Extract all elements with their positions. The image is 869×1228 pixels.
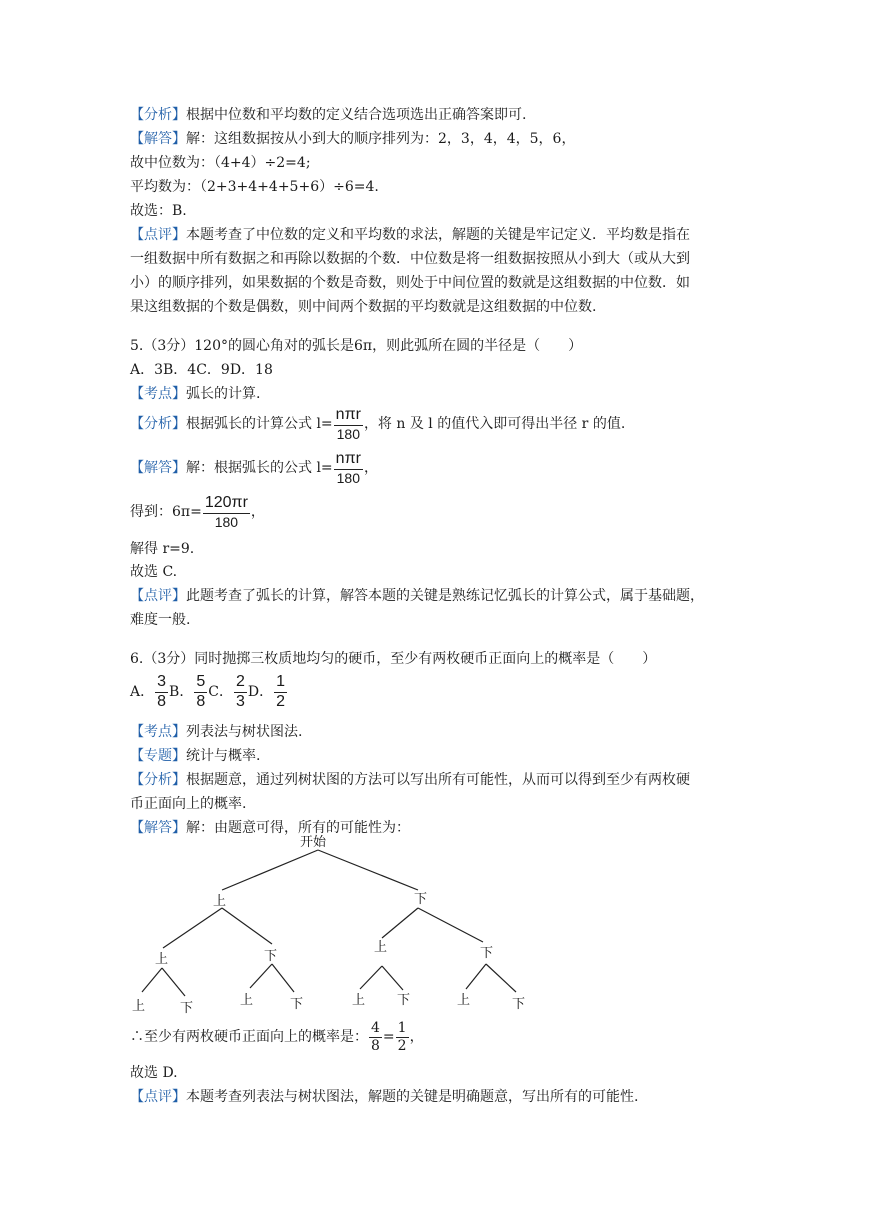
arc-length-fraction (334, 407, 363, 441)
q5-choose: 故选 C. (130, 564, 178, 580)
tree-leaf-7: 上 (457, 993, 471, 1008)
fraction-numerator: 3 (155, 674, 168, 693)
tree-node-up-down: 下 (264, 949, 278, 964)
option-d-label: D． (247, 684, 274, 700)
fraction-numerator: 1 (397, 1019, 407, 1036)
fraction-denominator: 8 (157, 692, 167, 710)
result-fraction-1 (369, 1021, 382, 1053)
edge-ud-u (250, 964, 272, 988)
analysis-text: 根据题意，通过列树状图的方法可以写出所有可能性，从而可以得到至少有两枚硬 (186, 772, 690, 788)
tree-leaf-6: 下 (397, 993, 411, 1008)
edge-u-u (163, 908, 222, 948)
q4-comment-line4: 果这组数据的个数是偶数，则中间两个数据的平均数就是这组数据的中位数. (130, 299, 597, 315)
q6-choose: 故选 D. (130, 1065, 178, 1081)
tree-node-down-down: 下 (480, 946, 494, 961)
answer-tag: 【解答】 (130, 460, 186, 476)
tree-leaf-5: 上 (352, 993, 366, 1008)
q5-comment (130, 586, 704, 606)
option-c-fraction (234, 674, 247, 711)
fraction-numerator: 120πr (203, 495, 250, 514)
q4-comment-line2: 一组数据中所有数据之和再除以数据的个数．中位数是将一组数据按照从小到大（或从大到 (130, 251, 690, 267)
got-post: ， (250, 504, 265, 520)
answer-tag: 【解答】 (130, 820, 186, 836)
point-tag: 【考点】 (130, 724, 186, 740)
fraction-denominator: 180 (336, 469, 360, 486)
q5-got (130, 492, 265, 532)
q4-mean-line: 平均数为：（2+3+4+4+5+6）÷6=4. (130, 179, 379, 195)
q4-median-line: 故中位数为：（4+4）÷2=4; (130, 155, 311, 171)
q4-choose-line: 故选：B. (130, 203, 187, 219)
q6-options (130, 671, 288, 713)
comment-tag: 【点评】 (130, 1089, 186, 1105)
option-b-label: B． (169, 684, 194, 700)
tree-node-up-up: 上 (155, 952, 169, 967)
tree-leaf-2: 下 (180, 1001, 194, 1016)
q6-answer (130, 818, 410, 838)
q6-comment (130, 1087, 638, 1107)
result-equals: = (382, 1029, 395, 1045)
answer-pre: 解：根据弧长的公式 l= (186, 460, 333, 476)
edge-dd-d (486, 964, 516, 992)
q5-point (130, 384, 260, 404)
comment-text: 本题考查列表法与树状图法，解题的关键是明确题意，写出所有的可能性. (186, 1089, 639, 1105)
option-b-fraction (194, 674, 207, 711)
tree-node-down: 下 (414, 892, 428, 907)
edge-root-down (318, 850, 418, 890)
answer-text: 解：这组数据按从小到大的顺序排列为：2，3，4，4，5，6， (186, 131, 576, 147)
q6-point (130, 722, 302, 742)
option-d-fraction (274, 674, 287, 711)
edge-ud-d (272, 964, 294, 992)
q4-answer (130, 129, 575, 149)
result-post: ， (409, 1029, 424, 1045)
fraction-denominator: 8 (196, 692, 206, 710)
answer-post: ， (363, 460, 378, 476)
q6-topic (130, 746, 260, 766)
edge-du-u (360, 966, 382, 989)
q5-comment-line2: 难度一般. (130, 612, 191, 628)
q6-question: 6.（3分）同时抛掷三枚质地均匀的硬币，至少有两枚硬币正面向上的概率是（ ） (130, 651, 657, 667)
topic-tag: 【专题】 (130, 748, 186, 764)
fraction-numerator: 2 (234, 674, 247, 693)
point-text: 列表法与树状图法. (186, 724, 303, 740)
q6-analysis-line2: 币正面向上的概率. (130, 796, 247, 812)
edge-d-u (382, 908, 418, 938)
comment-tag: 【点评】 (130, 227, 186, 243)
q5-solve: 解得 r=9. (130, 541, 195, 557)
got-pre: 得到：6π= (130, 504, 202, 520)
fraction-numerator: 5 (194, 674, 207, 693)
fraction-denominator: 8 (371, 1037, 380, 1054)
fraction-denominator: 180 (336, 425, 360, 442)
q4-comment (130, 225, 690, 245)
tree-node-down-up: 上 (374, 940, 388, 955)
analysis-tag: 【分析】 (130, 107, 186, 123)
tree-leaf-8: 下 (512, 997, 526, 1012)
tree-leaf-1: 上 (132, 999, 146, 1014)
result-pre: ∴至少有两枚硬币正面向上的概率是： (130, 1029, 368, 1045)
point-tag: 【考点】 (130, 386, 186, 402)
tree-leaf-4: 下 (290, 997, 304, 1012)
q4-comment-line3: 小）的顺序排列，如果数据的个数是奇数，则处于中间位置的数就是这组数据的中位数．如 (130, 275, 690, 291)
edge-root-up (222, 850, 318, 890)
comment-tag: 【点评】 (130, 588, 186, 604)
answer-text: 解：由题意可得，所有的可能性为： (186, 820, 410, 836)
analysis-text: 根据中位数和平均数的定义结合选项选出正确答案即可. (186, 107, 527, 123)
tree-leaf-3: 上 (240, 993, 254, 1008)
substituted-fraction (203, 495, 250, 529)
edge-uu-d (162, 968, 185, 996)
answer-tag: 【解答】 (130, 131, 186, 147)
comment-text: 本题考查了中位数的定义和平均数的求法，解题的关键是牢记定义．平均数是指在 (186, 227, 690, 243)
edge-d-d (418, 908, 483, 942)
analysis-pre: 根据弧长的计算公式 l= (186, 416, 333, 432)
edge-dd-u (466, 964, 486, 989)
q5-options: A．3B．4C．9D．18 (130, 362, 273, 378)
fraction-numerator: 1 (274, 674, 287, 693)
edge-du-d (382, 966, 403, 990)
analysis-post: ，将 n 及 l 的值代入即可得出半径 r 的值. (363, 416, 626, 432)
tree-node-up: 上 (213, 894, 227, 909)
fraction-denominator: 2 (397, 1037, 407, 1054)
option-c-label: C． (208, 684, 233, 700)
fraction-numerator: nπr (334, 451, 363, 470)
q6-analysis (130, 770, 690, 790)
analysis-tag: 【分析】 (130, 772, 186, 788)
tree-root-label: 开始 (300, 835, 327, 850)
analysis-tag: 【分析】 (130, 416, 186, 432)
option-a-label: A． (130, 684, 155, 700)
point-text: 弧长的计算. (186, 386, 261, 402)
q6-result (130, 1016, 424, 1058)
fraction-numerator: nπr (334, 407, 363, 426)
edge-u-d (222, 908, 272, 944)
arc-formula-fraction (334, 451, 363, 485)
tree-edges (142, 850, 516, 996)
q5-question: 5.（3分）120°的圆心角对的弧长是6π，则此弧所在圆的半径是（ ） (130, 338, 583, 354)
q4-analysis (130, 105, 526, 125)
q5-analysis (130, 404, 625, 444)
comment-text: 此题考查了弧长的计算，解答本题的关键是熟练记忆弧长的计算公式，属于基础题， (186, 588, 704, 604)
topic-text: 统计与概率. (186, 748, 261, 764)
q5-answer (130, 448, 378, 488)
fraction-denominator: 2 (276, 692, 285, 710)
fraction-numerator: 4 (371, 1019, 380, 1036)
option-a-fraction (155, 674, 168, 711)
result-fraction-2 (396, 1021, 409, 1053)
fraction-denominator: 3 (235, 692, 245, 710)
fraction-denominator: 180 (214, 513, 239, 530)
edge-uu-u (142, 968, 162, 992)
